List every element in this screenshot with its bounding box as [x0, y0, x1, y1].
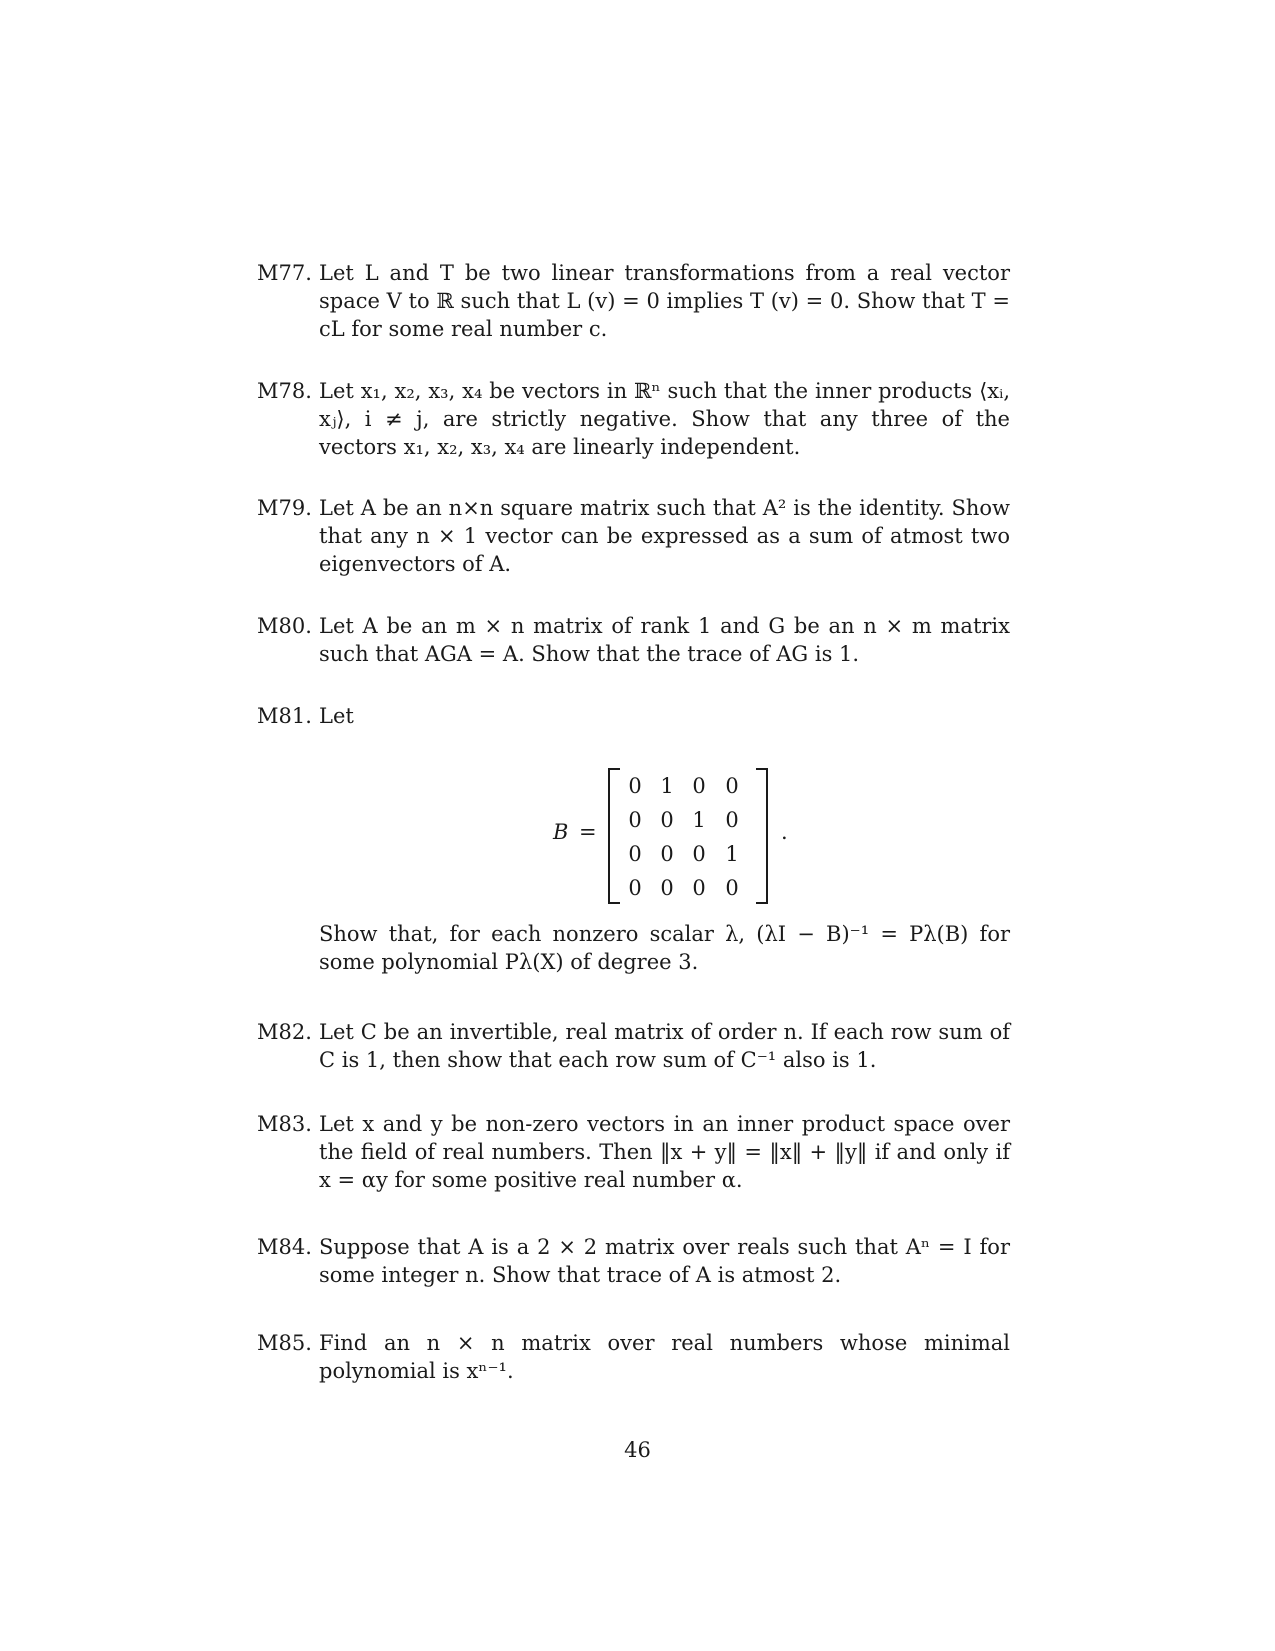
problem-text: Find an n × n matrix over real numbers whose minimal polynomial is xⁿ⁻¹.: [319, 1331, 1010, 1383]
matrix-cell: 0: [628, 842, 642, 866]
problem-m84: [257, 1233, 1010, 1289]
problem-text: Let x and y be non-zero vectors in an inner product space over the field of real numbers. Then ‖x + y‖ = ‖x‖ + ‖y‖ if and only if x = αy for some positive real number α.: [319, 1112, 1010, 1192]
page-number: 46: [624, 1438, 651, 1462]
matrix-b: [553, 768, 793, 903]
problem-label: M85.: [257, 1331, 312, 1355]
matrix-cell: 0: [628, 808, 642, 832]
problem-label: M82.: [257, 1020, 312, 1044]
problem-text: Let C be an invertible, real matrix of order n. If each row sum of C is 1, then show that each row sum of C⁻¹ also is 1.: [319, 1020, 1010, 1072]
matrix-cell: 0: [660, 876, 674, 900]
matrix-cell: 0: [725, 808, 739, 832]
matrix-cell: 0: [725, 774, 739, 798]
matrix-cell: 1: [692, 808, 706, 832]
problem-text: Suppose that A is a 2 × 2 matrix over reals such that Aⁿ = I for some integer n. Show that trace of A is atmost 2.: [319, 1235, 1010, 1287]
matrix-cell: 0: [628, 876, 642, 900]
problem-m85: [257, 1329, 1010, 1385]
matrix-cell: 0: [692, 842, 706, 866]
problem-label: M80.: [257, 614, 312, 638]
matrix-name: B: [553, 820, 569, 844]
problem-m81-continued: [319, 920, 1010, 976]
matrix-cell: 0: [692, 774, 706, 798]
matrix-cell: 1: [725, 842, 739, 866]
matrix-cell: 0: [692, 876, 706, 900]
problem-label: M79.: [257, 496, 312, 520]
problem-text: Let x₁, x₂, x₃, x₄ be vectors in ℝⁿ such that the inner products ⟨xᵢ, xⱼ⟩, i ≠ j, are strictly negative. Show that any three of the vectors x₁, x₂, x₃, x₄ are linearly independent.: [319, 379, 1010, 459]
matrix-cell: 0: [725, 876, 739, 900]
problem-m83: [257, 1110, 1010, 1194]
matrix-left-bracket: [608, 768, 620, 904]
matrix-cell: 0: [660, 808, 674, 832]
problem-label: M83.: [257, 1112, 312, 1136]
problem-text: Show that, for each nonzero scalar λ, (λI − B)⁻¹ = Pλ(B) for some polynomial Pλ(X) of degree 3.: [319, 922, 1010, 974]
problem-text: Let A be an n×n square matrix such that A² is the identity. Show that any n × 1 vector can be expressed as a sum of atmost two eigenvectors of A.: [319, 496, 1010, 576]
problem-m81: [257, 702, 1010, 730]
matrix-period: .: [781, 820, 788, 844]
problem-text: Let: [319, 704, 354, 728]
problem-label: M84.: [257, 1235, 312, 1259]
problem-text: Let A be an m × n matrix of rank 1 and G be an n × m matrix such that AGA = A. Show that the trace of AG is 1.: [319, 614, 1010, 666]
matrix-equals: =: [579, 820, 597, 844]
problem-label: M78.: [257, 379, 312, 403]
matrix-cell: 0: [628, 774, 642, 798]
matrix-right-bracket: [756, 768, 768, 904]
problem-m78: [257, 377, 1010, 461]
matrix-cell: 1: [660, 774, 674, 798]
matrix-cell: 0: [660, 842, 674, 866]
problem-m77: [257, 259, 1010, 343]
problem-m79: [257, 494, 1010, 578]
problem-m80: [257, 612, 1010, 668]
problem-text: Let L and T be two linear transformations from a real vector space V to ℝ such that L (v) = 0 implies T (v) = 0. Show that T = cL for some real number c.: [319, 261, 1010, 341]
problem-label: M77.: [257, 261, 312, 285]
problem-label: M81.: [257, 704, 312, 728]
problem-m82: [257, 1018, 1010, 1074]
